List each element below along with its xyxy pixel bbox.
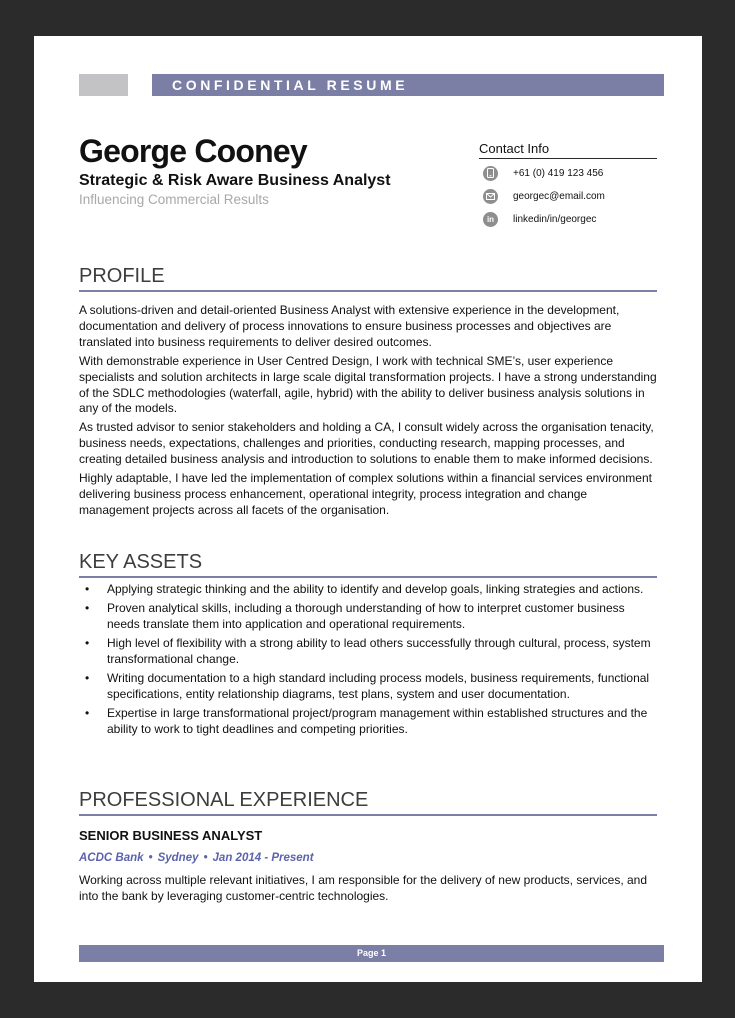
- list-item-text: Expertise in large transformational project/program management within established structures and the ability to work to tight deadlines and competing priorities.: [107, 706, 648, 736]
- resume-page: [34, 36, 702, 982]
- key-assets-heading: KEY ASSETS: [79, 550, 657, 578]
- list-item-text: Writing documentation to a high standard including process models, business requirements, functional specifications, entity relationship diagrams, test plans, system and user documentation.: [107, 671, 650, 701]
- profile-paragraph: As trusted advisor to senior stakeholders and holding a CA, I consult widely across the organisation tenacity, business needs, expectations, challenges and priorities, conducting research, mapping processes, and creating detailed business analysis and introduction to solutions to enable them to make informed decisions.: [79, 420, 654, 466]
- list-item-text: Applying strategic thinking and the ability to identify and develop goals, linking strategies and actions.: [107, 582, 644, 596]
- contact-heading: Contact Info: [479, 140, 657, 159]
- list-item: [79, 706, 657, 738]
- job-location: Sydney: [157, 852, 199, 864]
- list-item: [79, 601, 657, 633]
- contact-phone: [483, 165, 603, 181]
- confidential-banner: CONFIDENTIAL RESUME: [152, 74, 664, 96]
- job-company: ACDC Bank: [79, 852, 144, 864]
- bullet-glyph: •: [85, 706, 90, 721]
- contact-phone-text: +61 (0) 419 123 456: [513, 167, 604, 179]
- bullet-glyph: •: [85, 671, 90, 686]
- banner-grey-block: [79, 74, 128, 96]
- phone-icon: [483, 166, 498, 181]
- experience-heading: PROFESSIONAL EXPERIENCE: [79, 788, 657, 816]
- meta-separator: •: [203, 852, 208, 864]
- bullet-glyph: •: [85, 636, 90, 651]
- candidate-name: George Cooney: [79, 133, 307, 169]
- profile-heading: PROFILE: [79, 264, 657, 292]
- profile-paragraph: A solutions-driven and detail-oriented Business Analyst with extensive experience in the development, documentation and delivery of process innovations to ensure business processes and objectives are translated into business requirements to deliver desired outcomes.: [79, 303, 620, 349]
- email-icon: [483, 189, 498, 204]
- bullet-glyph: •: [85, 582, 90, 596]
- list-item: [79, 671, 657, 703]
- list-item-text: Proven analytical skills, including a thorough understanding of how to interpret customer business needs translate them into application and operational requirements.: [107, 601, 625, 631]
- contact-email: [483, 188, 605, 204]
- list-item-text: High level of flexibility with a strong ability to lead others successfully through cultural, process, system transformational change.: [107, 636, 651, 666]
- candidate-title: Strategic & Risk Aware Business Analyst: [79, 172, 391, 189]
- list-item: [79, 582, 657, 598]
- job-meta: [79, 851, 314, 866]
- job-dates: Jan 2014 - Present: [212, 852, 314, 864]
- contact-linkedin: [483, 211, 596, 227]
- bullet-glyph: •: [85, 601, 90, 616]
- page-footer: Page 1: [79, 945, 664, 962]
- meta-separator: •: [148, 852, 153, 864]
- key-assets-list: [79, 582, 657, 741]
- list-item: [79, 636, 657, 668]
- profile-paragraph: With demonstrable experience in User Centred Design, I work with technical SME’s, user experience specialists and solution architects in large scale digital transformation projects. I have a strong understanding of the SDLC methodologies (waterfall, agile, hybrid) with the ability to deliver business analysis solutions in any of the models.: [79, 354, 657, 416]
- candidate-tagline: Influencing Commercial Results: [79, 192, 269, 207]
- job-title: SENIOR BUSINESS ANALYST: [79, 828, 263, 843]
- profile-paragraph: Highly adaptable, I have led the implementation of complex solutions within a financial services environment delivering business process enhancement, operational integrity, process integration and change management projects across all facets of the organisation.: [79, 471, 652, 517]
- linkedin-icon: in: [483, 212, 498, 227]
- contact-linkedin-text[interactable]: linkedin/in/georgec: [513, 213, 597, 225]
- job-description: Working across multiple relevant initiatives, I am responsible for the delivery of new products, services, and into the bank by leveraging customer-centric technologies.: [79, 873, 648, 903]
- contact-email-text[interactable]: georgec@email.com: [513, 190, 605, 202]
